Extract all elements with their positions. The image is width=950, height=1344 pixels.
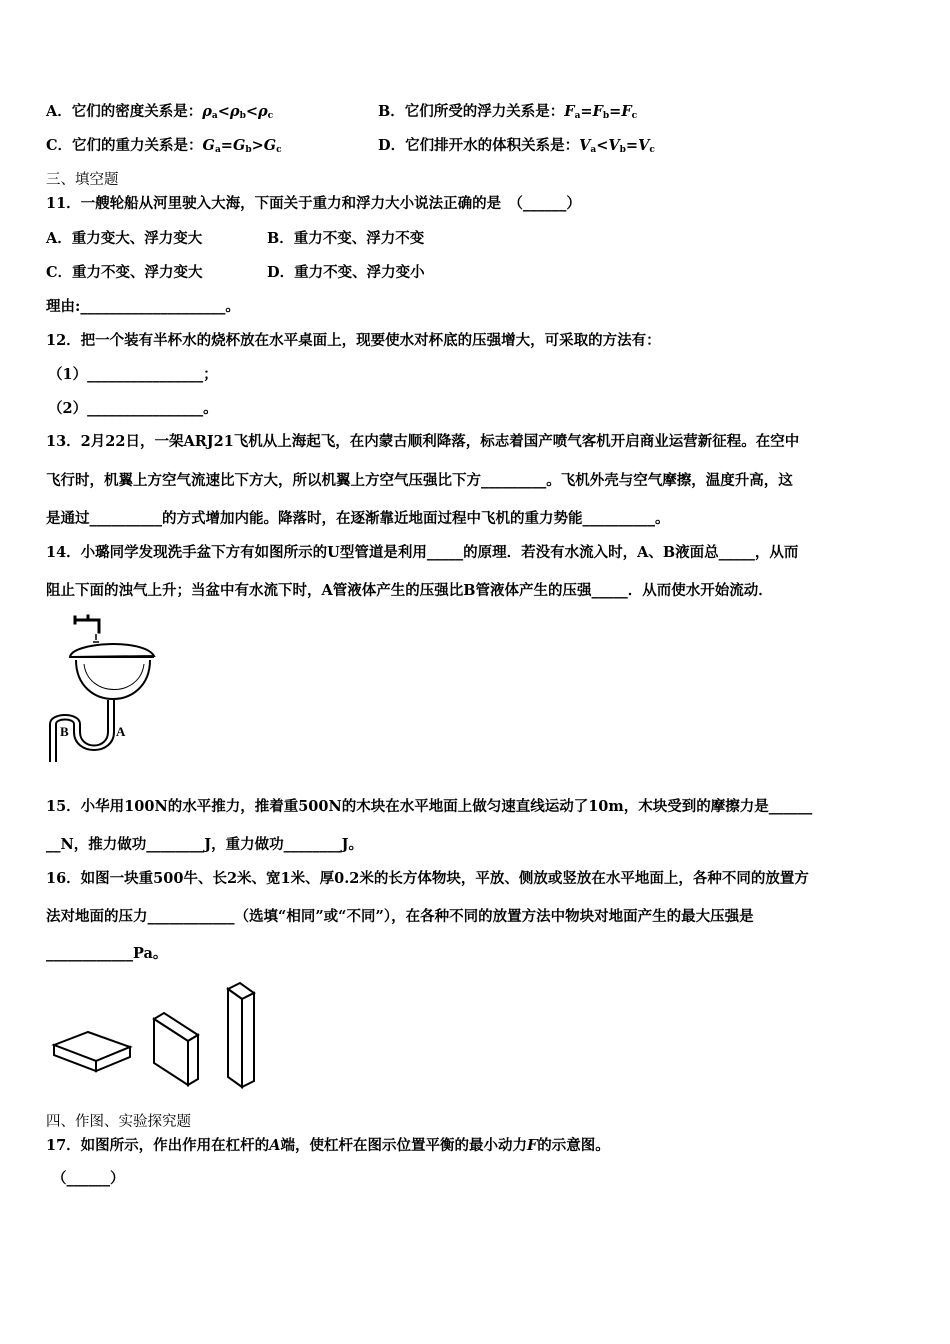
- math-op: =: [625, 137, 639, 154]
- option-b-buoyancy: [378, 102, 637, 126]
- q16-line-2: 法对地面的压力____________（选填“相同”或“不同”），在各种不同的放置方法中物块对地面产生的最大压强是: [46, 908, 754, 925]
- math-var: V: [579, 137, 591, 154]
- section3-title: 三、填空题: [46, 172, 119, 188]
- math-sub: a: [590, 145, 597, 155]
- section4-title: 四、作图、实验探究题: [46, 1114, 191, 1130]
- math-sub: a: [214, 145, 221, 155]
- math-op: >: [251, 137, 264, 154]
- math-sub: c: [267, 111, 274, 121]
- option-d-label: D．它们排开水的体积关系是：: [378, 137, 580, 154]
- q11-option-b: B．重力不变、浮力不变: [267, 230, 425, 247]
- option-a-density: [46, 102, 273, 126]
- q13-line-1: 13．2月22日，一架ARJ21飞机从上海起飞，在内蒙古顺利降落，标志着国产喷气客机开启商业运营新征程。在空中: [46, 433, 800, 450]
- math-var: G: [232, 137, 246, 154]
- math-sub: c: [631, 111, 638, 121]
- math-op: =: [220, 137, 233, 154]
- option-d-volume: [378, 136, 655, 160]
- label-a: A: [116, 724, 126, 739]
- option-a-label: A．它们的密度关系是：: [46, 103, 203, 120]
- math-var: ρ: [229, 103, 240, 120]
- q17-var-a: A: [269, 1137, 281, 1154]
- q14-line-2: 阻止下面的浊气上升；当盆中有水流下时，A管液体产生的压强比B管液体产生的压强_____．从而使水开始流动．: [46, 582, 773, 599]
- math-var: ρ: [202, 103, 212, 120]
- q15-line-1: 15．小华用100N的水平推力，推着重500N的木块在水平地面上做匀速直线运动了10m，木块受到的摩擦力是______: [46, 798, 813, 815]
- math-sub: a: [574, 111, 581, 121]
- q11-reason: 理由:____________________。: [46, 298, 240, 315]
- math-var: G: [202, 137, 215, 154]
- q11-option-d: D．重力不变、浮力变小: [267, 264, 425, 281]
- math-var: V: [638, 137, 650, 154]
- q16-line-3: ____________Pa。: [46, 945, 168, 962]
- math-sub: b: [239, 111, 246, 121]
- math-var: F: [592, 103, 603, 120]
- q11-option-c: C．重力不变、浮力变大: [46, 264, 203, 281]
- side-block-icon: [154, 1013, 198, 1085]
- q17-var-f: F: [526, 1137, 538, 1154]
- q13-line-2: 飞行时，机翼上方空气流速比下方大，所以机翼上方空气压强比下方_________。飞机外壳与空气摩擦，温度升高，这: [46, 472, 793, 489]
- q15-line-2: __N，推力做功________J，重力做功________J。: [46, 836, 363, 853]
- q17-pre: 17．如图所示，作出作用在杠杆的: [46, 1137, 270, 1154]
- q13-line-3: 是通过__________的方式增加内能。降落时，在逐渐靠近地面过程中飞机的重力势能__________。: [46, 510, 670, 527]
- math-var: F: [621, 103, 632, 120]
- option-c-label: C．它们的重力关系是：: [46, 137, 203, 154]
- math-sub: c: [649, 145, 655, 155]
- math-op: =: [580, 103, 593, 120]
- math-sub: b: [245, 145, 252, 155]
- math-op: <: [245, 103, 259, 120]
- q12-stem: 12．把一个装有半杯水的烧杯放在水平桌面上，现要使水对杯底的压强增大，可采取的方法有：: [46, 332, 661, 349]
- q17-answer-blank: （______）: [52, 1170, 125, 1187]
- q12-item-2: （2）________________。: [48, 400, 218, 417]
- math-sub: b: [619, 145, 626, 155]
- option-c-gravity: [46, 136, 282, 160]
- math-op: <: [596, 137, 609, 154]
- math-var: G: [263, 137, 277, 154]
- math-var: ρ: [258, 103, 268, 120]
- q11-stem: 11．一艘轮船从河里驶入大海，下面关于重力和浮力大小说法正确的是 （______）: [46, 195, 581, 212]
- blocks-figure: [48, 975, 278, 1090]
- sink-u-tube-figure: [44, 612, 164, 767]
- q14-line-1: 14．小璐同学发现洗手盆下方有如图所示的U型管道是利用_____的原理．若没有水流入时，A、B液面总_____，从而: [46, 544, 799, 561]
- q16-line-1: 16．如图一块重500牛、长2米、宽1米、厚0.2米的长方体物块，平放、侧放或竖放在水平地面上，各种不同的放置方: [46, 870, 809, 887]
- math-sub: a: [211, 111, 218, 121]
- option-b-label: B．它们所受的浮力关系是：: [378, 103, 565, 120]
- math-op: =: [609, 103, 622, 120]
- q17-stem: [46, 1136, 610, 1156]
- q12-item-1: （1）________________；: [48, 366, 218, 383]
- math-var: V: [608, 137, 620, 154]
- flat-block-icon: [54, 1032, 130, 1071]
- q11-option-a: A．重力变大、浮力变大: [46, 230, 203, 247]
- label-b: B: [60, 724, 69, 739]
- q17-mid: 端，使杠杆在图示位置平衡的最小动力: [280, 1137, 527, 1154]
- math-op: <: [217, 103, 230, 120]
- q17-post: 的示意图。: [537, 1137, 610, 1154]
- upright-block-icon: [228, 983, 254, 1087]
- math-sub: c: [276, 145, 282, 155]
- math-var: F: [564, 103, 575, 120]
- math-sub: b: [602, 111, 610, 121]
